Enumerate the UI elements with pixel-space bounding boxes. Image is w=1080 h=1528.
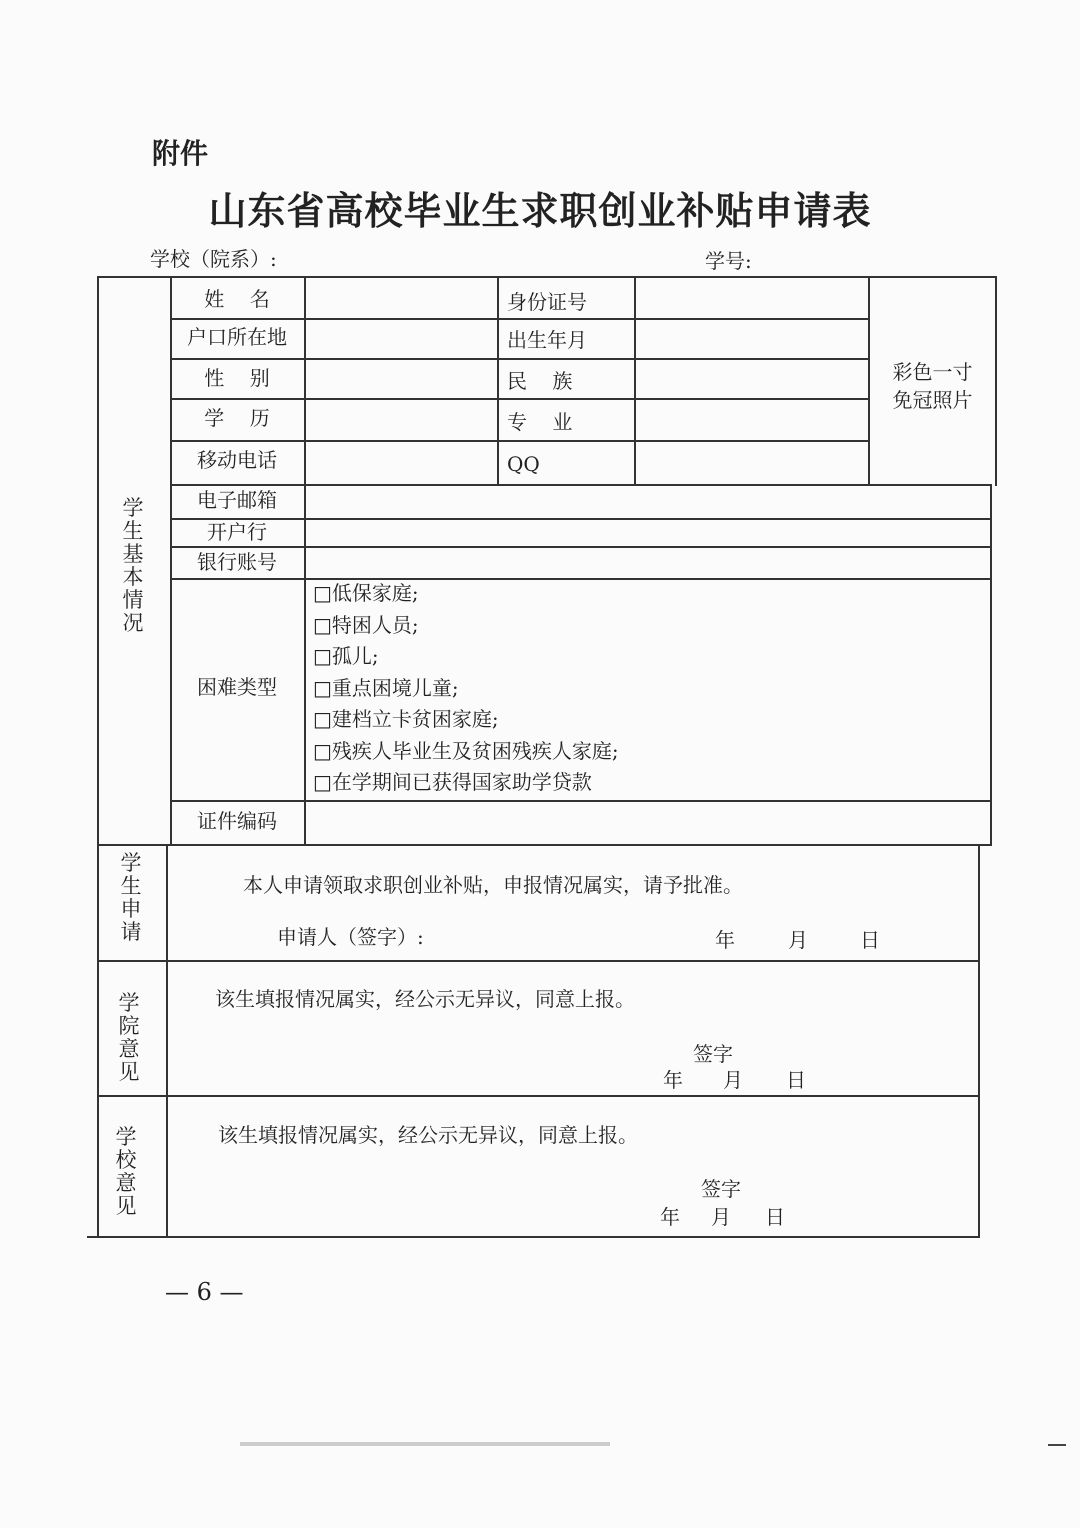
school-month: 月	[711, 1205, 731, 1229]
hardship-option[interactable]: □建档立卡贫困家庭;	[313, 707, 499, 731]
school-sign-label: 签字	[701, 1177, 741, 1201]
cert-field[interactable]	[306, 802, 990, 842]
id-number-label: 身份证号	[507, 290, 587, 314]
ethnicity-field[interactable]	[636, 360, 866, 396]
photo-line-2: 免冠照片	[892, 388, 973, 412]
major-field[interactable]	[636, 400, 866, 438]
bank-field[interactable]	[306, 520, 990, 544]
apply-signer-label: 申请人（签字）:	[277, 925, 424, 949]
hardship-label: 困难类型	[197, 675, 277, 699]
apply-statement: 本人申请领取求职创业补贴，申报情况属实，请予批准。	[243, 873, 743, 897]
apply-year: 年	[715, 928, 735, 952]
qq-label: QQ	[507, 452, 540, 476]
email-label: 电子邮箱	[197, 488, 277, 512]
college-day: 日	[786, 1068, 806, 1092]
college-year: 年	[663, 1068, 683, 1092]
college-month: 月	[723, 1068, 743, 1092]
scan-mark	[1048, 1444, 1066, 1446]
school-year: 年	[660, 1205, 680, 1229]
birth-field[interactable]	[636, 320, 866, 356]
name-label: 姓 名	[204, 287, 270, 311]
major-label: 专 业	[507, 410, 573, 434]
mobile-field[interactable]	[306, 442, 495, 482]
page-number: — 6 —	[165, 1278, 244, 1306]
hardship-option[interactable]: □孤儿;	[313, 644, 379, 668]
education-field[interactable]	[306, 400, 495, 438]
scan-mark	[240, 1442, 610, 1446]
name-field[interactable]	[306, 278, 495, 316]
school-label: 学校（院系）:	[150, 247, 277, 271]
photo-line-1: 彩色一寸	[892, 360, 973, 384]
hardship-option[interactable]: □特困人员;	[313, 612, 419, 637]
account-label: 银行账号	[197, 550, 277, 574]
student-id-label: 学号:	[705, 249, 752, 273]
hardship-option[interactable]: □在学期间已获得国家助学贷款	[313, 770, 592, 794]
qq-field[interactable]	[636, 442, 866, 482]
hardship-option[interactable]: □低保家庭;	[313, 581, 419, 605]
education-label: 学 历	[204, 406, 270, 430]
attachment-label: 附件	[152, 137, 209, 170]
section-apply-label: 学生申请	[120, 851, 142, 944]
cert-label: 证件编码	[197, 809, 277, 833]
school-statement: 该生填报情况属实，经公示无异议，同意上报。	[218, 1123, 638, 1147]
hardship-options	[313, 578, 619, 799]
account-field[interactable]	[306, 548, 990, 576]
mobile-label: 移动电话	[197, 448, 277, 472]
id-number-field[interactable]	[636, 278, 866, 316]
email-field[interactable]	[306, 486, 990, 516]
hukou-field[interactable]	[306, 320, 495, 356]
section-college-label: 学院意见	[118, 991, 140, 1084]
gender-label: 性 别	[204, 366, 270, 390]
form-title: 山东省高校毕业生求职创业补贴申请表	[208, 188, 872, 233]
hardship-option[interactable]: □重点困境儿童;	[313, 675, 459, 700]
birth-label: 出生年月	[507, 328, 587, 352]
bank-label: 开户行	[207, 520, 267, 544]
section-basic-label: 学生基本情况	[122, 496, 144, 635]
hardship-option[interactable]: □残疾人毕业生及贫困残疾人家庭;	[313, 738, 619, 763]
apply-month: 月	[788, 928, 808, 952]
apply-day: 日	[860, 928, 880, 952]
school-day: 日	[765, 1205, 785, 1229]
college-sign-label: 签字	[693, 1042, 733, 1066]
college-statement: 该生填报情况属实，经公示无异议，同意上报。	[215, 987, 635, 1011]
gender-field[interactable]	[306, 360, 495, 396]
section-school-label: 学校意见	[115, 1125, 137, 1218]
hukou-label: 户口所在地	[187, 325, 287, 349]
ethnicity-label: 民 族	[507, 369, 573, 393]
photo-placeholder[interactable]	[870, 358, 995, 414]
